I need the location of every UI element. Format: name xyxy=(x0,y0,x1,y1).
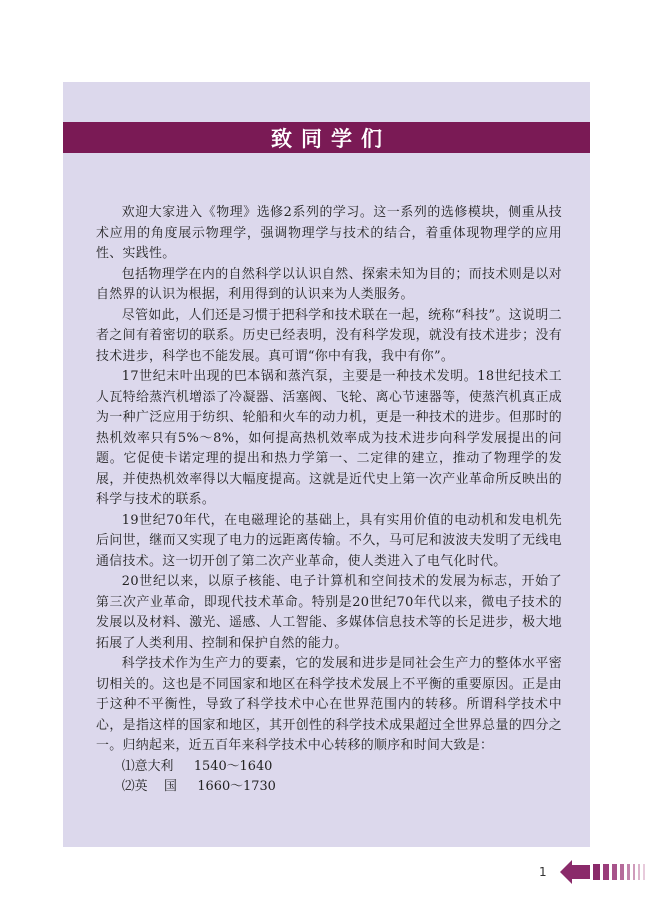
list-item: ⑴意大利 1540～1640 xyxy=(121,758,273,774)
arrow-head xyxy=(560,860,572,884)
page-title: 致同学们 xyxy=(271,126,391,151)
paragraph: 17世纪末叶出现的巴本锅和蒸汽泵，主要是一种技术发明。18世纪技术工人瓦特给蒸汽机增添了冷凝器、活塞阀、飞轮、离心节速器等，使蒸汽机真正成为一种广泛应用于纺织、轮船和火车的动力机，更是一种技术的进步。但那时的热机效率只有5%～8%，如何提高热机效率成为技术进步向科学发展提出的问题。它促使卡诺定理的提出和热力学第一、二定律的建立，推动了物理学的发展，并使热机效率得以大幅度提高。这就是近代史上第一次产业革命所反映出的科学与技术的联系。 xyxy=(96,369,562,507)
arrow-stripe xyxy=(627,864,630,880)
paragraph: 19世纪70年代，在电磁理论的基础上，具有实用价值的电动机和发电机先后问世，继而又实现了电力的远距离传输。不久，马可尼和波波夫发明了无线电通信技术。这一切开创了第二次产业革命，使人类进入了电气化时代。 xyxy=(96,512,562,569)
arrow-stripe xyxy=(638,864,640,880)
left-arrow-icon[interactable] xyxy=(560,858,650,886)
paragraph: 20世纪以来，以原子核能、电子计算机和空间技术的发展为标志，开始了第三次产业革命，即现代技术革命。特别是20世纪70年代以来，微电子技术的发展以及材料、激光、遥感、人工智能、多媒体信息技术等的长足进步，极大地拓展了人类利用、控制和保护自然的能力。 xyxy=(96,574,562,651)
arrow-stripe xyxy=(643,864,645,880)
arrow-stripe xyxy=(633,864,635,880)
arrow-shaft xyxy=(572,865,590,879)
body-text xyxy=(96,203,562,798)
arrow-stripe xyxy=(603,864,609,880)
paragraph: 科学技术作为生产力的要素，它的发展和进步是同社会生产力的整体水平密切相关的。这也是不同国家和地区在科学技术发展上不平衡的重要原因。正是由于这种不平衡性，导致了科学技术中心在世界范围内的转移。所谓科学技术中心，是指这样的国家和地区，其开创性的科学技术成果超过全世界总量的四分之一。归纳起来，近五百年来科学技术中心转移的顺序和时间大致是： xyxy=(96,656,562,753)
paragraph: 欢迎大家进入《物理》选修2系列的学习。这一系列的选修模块，侧重从技术应用的角度展示物理学，强调物理学与技术的结合，着重体现物理学的应用性、实践性。 xyxy=(96,205,562,261)
arrow-stripe xyxy=(620,864,624,880)
arrow-stripe xyxy=(593,864,600,880)
paragraph: 包括物理学在内的自然科学以认识自然、探索未知为目的；而技术则是以对自然界的认识为根据，利用得到的认识来为人类服务。 xyxy=(96,266,562,302)
arrow-stripe xyxy=(612,864,617,880)
paragraph: 尽管如此，人们还是习惯于把科学和技术联在一起，统称“科技”。这说明二者之间有着密切的联系。历史已经表明，没有科学发现，就没有技术进步；没有技术进步，科学也不能发展。真可谓“你中有我，我中有你”。 xyxy=(96,307,562,364)
list-item: ⑵英 国 1660～1730 xyxy=(121,779,276,794)
page-number: 1 xyxy=(539,865,547,879)
title-banner xyxy=(63,122,590,153)
